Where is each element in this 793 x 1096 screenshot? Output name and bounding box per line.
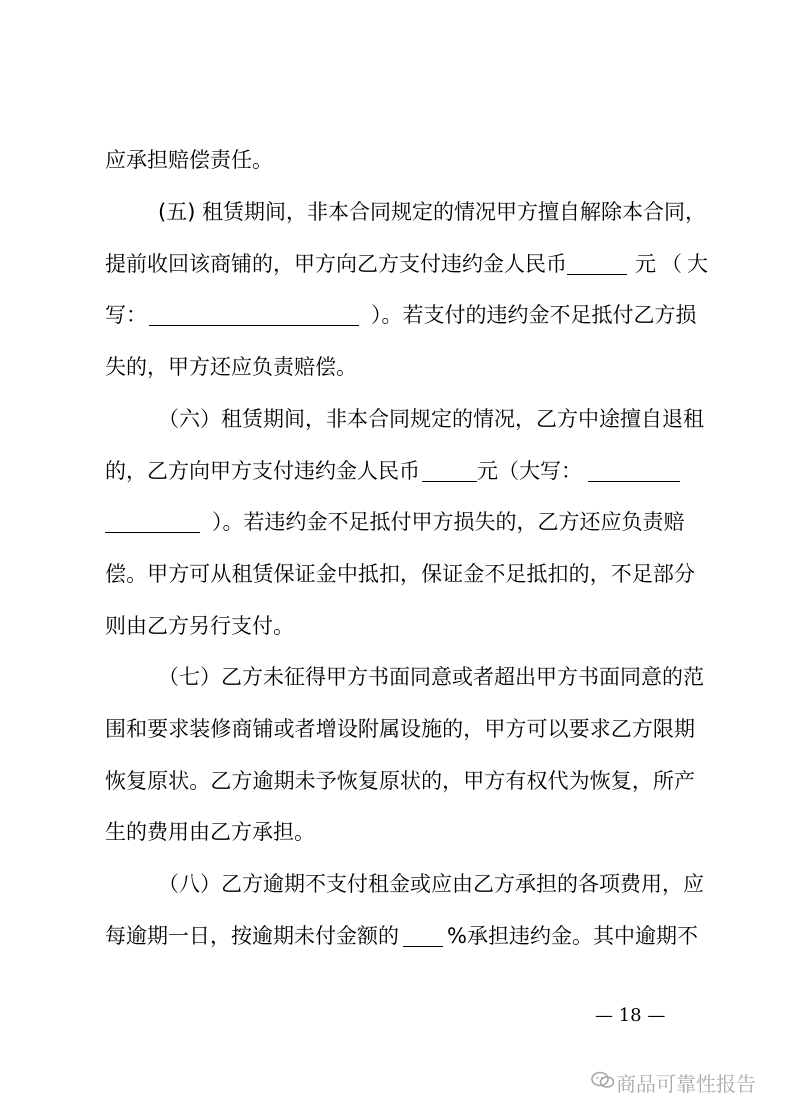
blank-penalty-amount-5 (567, 252, 627, 275)
text-line-11: （七）乙方未征得甲方书面同意或者超出甲方书面同意的范 (158, 665, 704, 689)
text-line-6: （六）租赁期间，非本合同规定的情况，乙方中途擅自退租 (158, 407, 704, 431)
text-line-7: 的，乙方向甲方支付违约金人民币 元（大写： (105, 456, 695, 486)
watermark (590, 1062, 756, 1096)
text-line-2: (五) 租赁期间，非本合同规定的情况甲方擅自解除本合同， (158, 200, 707, 224)
page-number: — 18 — (595, 1005, 666, 1026)
text-line-3: 提前收回该商铺的，甲方向乙方支付违约金人民币 元（大 (105, 252, 713, 276)
text-line-9: 偿。甲方可从租赁保证金中抵扣，保证金不足抵扣的，不足部分 (105, 562, 695, 586)
wechat-icon (590, 1070, 616, 1088)
text-line-4: 写： ）。若支付的违约金不足抵付乙方损 (105, 303, 697, 327)
text-line-5: 失的，甲方还应负责赔偿。 (105, 355, 357, 379)
text-line-1: 应承担赔偿责任。 (105, 148, 273, 172)
blank-penalty-capital-5 (149, 303, 359, 326)
text-line-10: 则由乙方另行支付。 (105, 614, 294, 638)
text-line-14: 生的费用由乙方承担。 (105, 820, 315, 844)
blank-penalty-capital-6b (105, 510, 200, 533)
text-line-8: ）。若违约金不足抵付甲方损失的，乙方还应负责赔 (105, 507, 695, 537)
text-line-16: 每逾期一日，按逾期未付金额的 %承担违约金。其中逾期不 (105, 924, 698, 948)
text-line-15: （八）乙方逾期不支付租金或应由乙方承担的各项费用，应 (158, 872, 704, 896)
blank-penalty-capital-6a (588, 459, 680, 482)
blank-late-fee-rate (403, 924, 443, 947)
blank-penalty-amount-6 (422, 459, 477, 482)
text-line-13: 恢复原状。乙方逾期未予恢复原状的，甲方有权代为恢复，所产 (105, 769, 695, 793)
text-line-12: 围和要求装修商铺或者增设附属设施的，甲方可以要求乙方限期 (105, 717, 695, 741)
watermark-text: 商品可靠性报告 (616, 1072, 756, 1096)
